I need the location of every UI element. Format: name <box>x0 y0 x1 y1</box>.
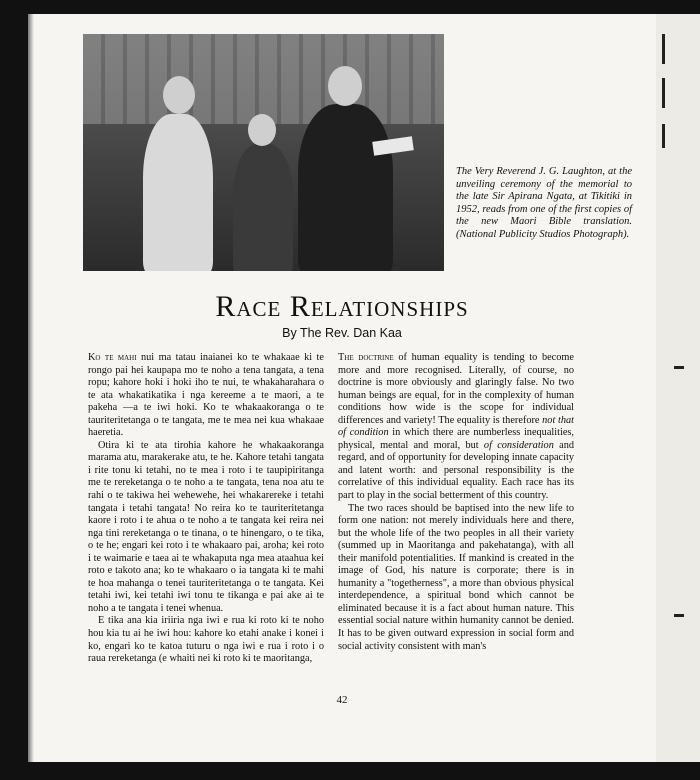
magazine-page <box>28 14 656 762</box>
photo-caption: The Very Reverend J. G. Laughton, at the unveiling ceremony of the memorial to the late Sir Apirana Ngata, at Tikitiki in 1952, reads from one of the first copies of the new Maori Bible translation. (National Publicity Studios Photograph). <box>456 166 632 240</box>
article-title: Race Relationships <box>215 290 469 323</box>
adjacent-page-edge <box>656 14 700 762</box>
photo-figure-right <box>298 104 393 271</box>
english-paragraph-1: The doctrine of human equality is tending to become more and more recognised. Literally, of course, no doctrine is more obviously and glaringly false. No two human beings are equal, for in the complexity of human conditions how wide is the scope for individual differences and variety! The equality is therefore not that of condition in which there are numberless inequalities, physical, mental and moral, but of consideration and regard, and of opportunity for developing innate capacity and latent worth: and personal responsibility is the correlative of this individual equality. Each race has its part to play in the social betterment of this country. <box>338 352 574 502</box>
photo-figure-left <box>143 114 213 271</box>
english-paragraph-2: The two races should be baptised into the new life to form one nation: not merely individuals here and there, but the whole life of the two peoples in all their variety (summed up in Maoritanga and pakehatanga), with all their manifold potentialities. If mankind is created in the image of God, his nature is corporate; there is in humanity a "togetherness", a more than obvious physical interdependence, a spiritual bond which cannot be eliminated because it is a fact about human nature. This essential social nature within humanity cannot be denied. It has to be given outward expression in social form and social activity consistent with man's <box>338 502 574 652</box>
maori-paragraph-1: Ko te mahi nui ma tatau inaianei ko te whakaae ki te rongo pai hei kaupapa mo te noho a tena tangata, a tena ropu; kahore hoki i hoki iho te nui, te whakaharahara o te ata whakatikatika i nga kereeme a te maori, a te pakeha —a te iwi hoki. Ko te whakaakoranga o te tauriteritetanga o te tangata, me te mea nei kua whakaae haeretia. <box>88 352 324 439</box>
maori-paragraph-2: Otira ki te ata tirohia kahore he whakaakoranga marama atu, marakerake atu, te he. Kahore tetahi tangata i rite tonu ki tetahi, no te mea i roto i te taupipiritanga me te rereketanga o te noho a te tangata, tena noa atu te rahi o te takiwa hei wehewehe, hei whakarereke i tetahi tangata i tetahi tangata! No reira ko te tauriteritetanga kaore i roto i te ahua o te noho a te tangata kei reira nei nga tini rereketanga o te tinana, o te hinengaro, o te tika, o te he; engari kei roto i te whakaaro pai, aroha; kei roto i te waimarie e taea ai te whakaputa nga mea ataahua kei roto e takoto ana; ko te whakaaro o ia tangata ki te mahi te hoa mahanga o tenei tauriteritetanga o te tangata. Kei tetahi iwi, kei tetahi iwi tonu te tikanga e pai ake ai te noho a te tangata i tenei whenua. <box>88 439 324 614</box>
maori-text-column <box>88 352 324 666</box>
photo-figure-centre <box>233 144 293 271</box>
maori-lead-in: Ko te mahi <box>88 352 137 363</box>
ceremony-photograph <box>83 34 444 271</box>
article-byline: By The Rev. Dan Kaa <box>282 326 402 340</box>
page-gutter-shadow <box>28 14 34 762</box>
maori-paragraph-3: E tika ana kia iriiria nga iwi e rua ki roto ki te noho hou kia tu ai he iwi hou: kahore ko etahi anake i konei i ko, engari ko te katoa tuturu o nga iwi e rua i roto i o raua rereketanga (e whaiti nei ki roto ki te maoritanga, <box>88 615 324 665</box>
page-number: 42 <box>336 694 348 706</box>
english-text-column <box>338 352 574 653</box>
english-lead-in: The doctrine <box>338 352 394 363</box>
